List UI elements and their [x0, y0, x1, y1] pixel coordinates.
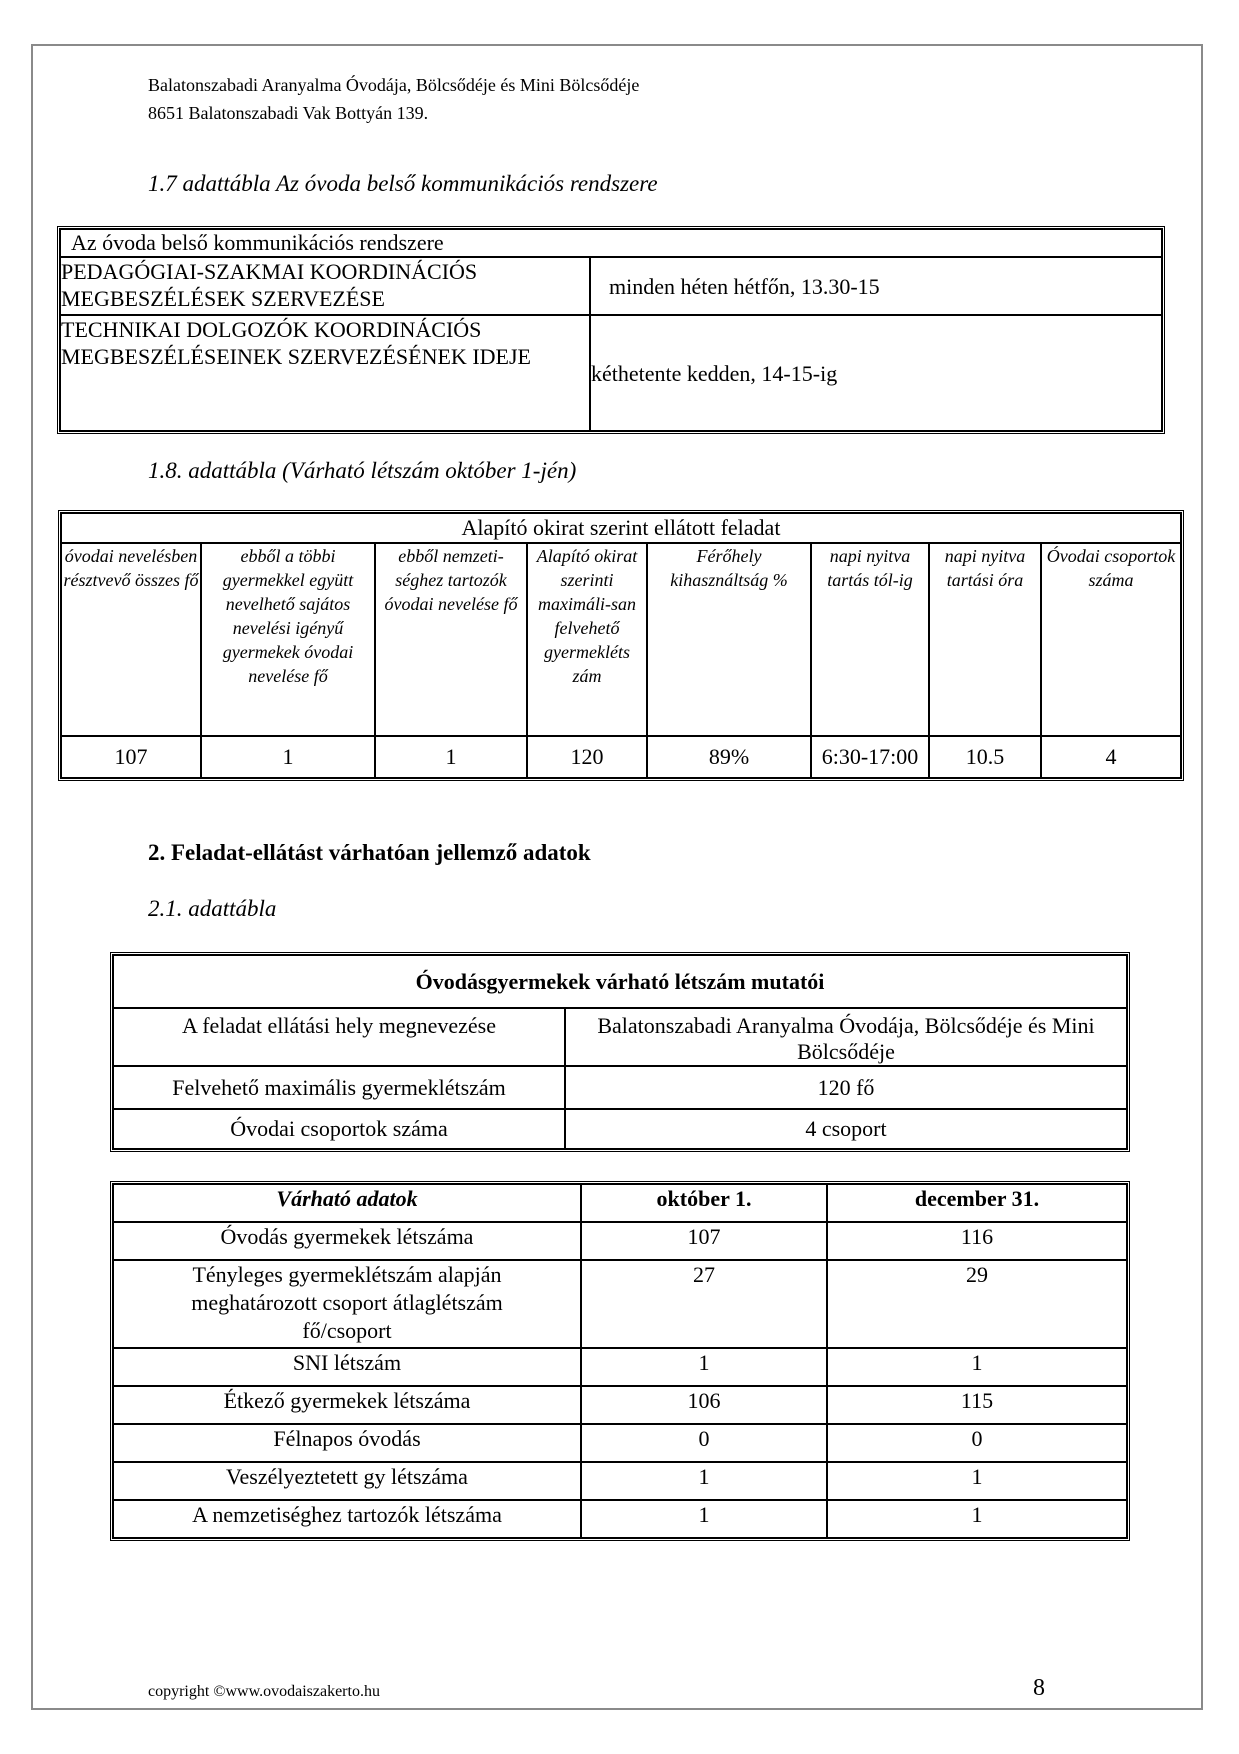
table-1-8-value: 10.5 [929, 736, 1041, 778]
caption-1-8: 1.8. adattábla (Várható létszám október 1-jén) [148, 458, 577, 483]
page-number: 8 [1033, 1675, 1045, 1701]
table-2-1-label: Óvodai csoportok száma [113, 1109, 565, 1149]
table-expected-label: Veszélyeztetett gy létszáma [113, 1462, 581, 1500]
table-expected-oct: 0 [581, 1424, 827, 1462]
caption-1-7: 1.7 adattábla Az óvoda belső kommunikációs rendszere [148, 171, 658, 196]
table-1-8-header: óvodai nevelésben résztvevő összes fő [61, 543, 201, 736]
table-1-8-value: 89% [647, 736, 811, 778]
table-1-7-row1-value: minden héten hétfőn, 13.30-15 [590, 257, 1162, 315]
table-2-1-label: Felvehető maximális gyermeklétszám [113, 1066, 565, 1109]
table-expected-header: Várható adatok [113, 1184, 581, 1222]
header-institution: Balatonszabadi Aranyalma Óvodája, Bölcsődéje és Mini Bölcsődéje [148, 75, 640, 95]
table-expected-oct: 1 [581, 1462, 827, 1500]
table-1-8 [58, 510, 1184, 781]
table-1-8-value: 4 [1041, 736, 1181, 778]
table-expected-oct: 107 [581, 1222, 827, 1260]
table-expected-dec: 0 [827, 1424, 1127, 1462]
table-1-7-title: Az óvoda belső kommunikációs rendszere [60, 229, 1162, 257]
table-1-7-row1-label: PEDAGÓGIAI-SZAKMAI KOORDINÁCIÓS MEGBESZÉLÉSEK SZERVEZÉSE [60, 257, 590, 315]
table-expected-oct: 1 [581, 1500, 827, 1538]
table-expected-header: október 1. [581, 1184, 827, 1222]
table-2-1 [110, 952, 1130, 1152]
table-expected-header: december 31. [827, 1184, 1127, 1222]
table-1-7-row2-label: TECHNIKAI DOLGOZÓK KOORDINÁCIÓS MEGBESZÉLÉSEINEK SZERVEZÉSÉNEK IDEJE [60, 315, 590, 431]
section-2-heading: 2. Feladat-ellátást várhatóan jellemző adatok [148, 840, 591, 865]
table-expected-dec: 1 [827, 1462, 1127, 1500]
table-expected-label: Tényleges gyermeklétszám alapján meghatározott csoport átlaglétszám fő/csoport [113, 1260, 581, 1348]
table-expected-dec: 115 [827, 1386, 1127, 1424]
table-1-8-header: Férőhely kihasználtság % [647, 543, 811, 736]
table-1-8-header: ebből a többi gyermekkel együtt nevelhető sajátos nevelési igényű gyermekek óvodai nevelése fő [201, 543, 375, 736]
table-expected-dec: 1 [827, 1348, 1127, 1386]
table-1-8-header: Óvodai csoportok száma [1041, 543, 1181, 736]
table-2-1-label: A feladat ellátási hely megnevezése [113, 1008, 565, 1066]
table-2-1-title: Óvodásgyermekek várható létszám mutatói [113, 955, 1127, 1008]
table-1-8-title: Alapító okirat szerint ellátott feladat [61, 513, 1181, 543]
table-expected-dec: 29 [827, 1260, 1127, 1348]
table-expected-dec: 1 [827, 1500, 1127, 1538]
table-1-7 [57, 226, 1165, 434]
table-1-7-row2-value: kéthetente kedden, 14-15-ig [590, 315, 1162, 431]
table-expected-dec: 116 [827, 1222, 1127, 1260]
table-1-8-header: napi nyitva tartási óra [929, 543, 1041, 736]
table-2-1-value: Balatonszabadi Aranyalma Óvodája, Bölcsődéje és Mini Bölcsődéje [565, 1008, 1127, 1066]
footer-copyright: copyright ©www.ovodaiszakerto.hu [148, 1683, 380, 1700]
table-expected-oct: 27 [581, 1260, 827, 1348]
table-expected-oct: 1 [581, 1348, 827, 1386]
table-expected-label: SNI létszám [113, 1348, 581, 1386]
table-2-1-value: 4 csoport [565, 1109, 1127, 1149]
table-expected-label: Félnapos óvodás [113, 1424, 581, 1462]
table-expected [110, 1181, 1130, 1541]
table-expected-label: A nemzetiséghez tartozók létszáma [113, 1500, 581, 1538]
table-2-1-value: 120 fő [565, 1066, 1127, 1109]
table-expected-label: Étkező gyermekek létszáma [113, 1386, 581, 1424]
table-1-8-value: 107 [61, 736, 201, 778]
table-1-8-value: 1 [375, 736, 527, 778]
table-1-8-value: 1 [201, 736, 375, 778]
caption-2-1: 2.1. adattábla [148, 896, 277, 921]
table-1-8-header: ebből nemzeti-séghez tartozók óvodai nevelése fő [375, 543, 527, 736]
table-1-8-value: 120 [527, 736, 647, 778]
table-1-8-header: napi nyitva tartás tól-ig [811, 543, 929, 736]
table-1-8-header: Alapító okirat szerinti maximáli-san felvehető gyermekléts zám [527, 543, 647, 736]
table-expected-oct: 106 [581, 1386, 827, 1424]
table-expected-label: Óvodás gyermekek létszáma [113, 1222, 581, 1260]
table-1-8-value: 6:30-17:00 [811, 736, 929, 778]
header-address: 8651 Balatonszabadi Vak Bottyán 139. [148, 103, 429, 123]
